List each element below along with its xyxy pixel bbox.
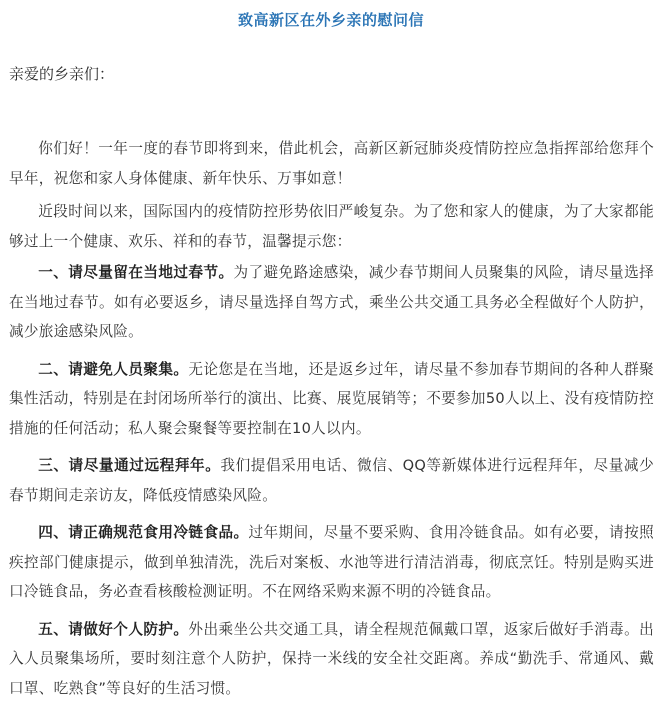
context-paragraph: 近段时间以来，国际国内的疫情防控形势依旧严峻复杂。为了您和家人的健康，为了大家都能够过上一个健康、欢乐、祥和的春节，温馨提示您：	[9, 203, 654, 250]
letter-body	[9, 134, 654, 711]
advice-text-2: 无论您是在当地，还是返乡过年，请尽量不参加春节期间的各种人群聚集性活动，特别是在封闭场所举行的演出、比赛、展览展销等；不要参加50人以上、没有疫情防控措施的任何活动；私人聚会聚餐等要控制在10人以内。	[9, 360, 654, 437]
advice-item-3	[9, 451, 654, 510]
advice-heading-5: 五、请做好个人防护。	[38, 620, 189, 638]
advice-item-2	[9, 355, 654, 444]
intro-paragraph: 你们好！一年一度的春节即将到来，借此机会，高新区新冠肺炎疫情防控应急指挥部给您拜个早年，祝您和家人身体健康、新年快乐、万事如意！	[9, 140, 654, 187]
advice-item-1	[9, 258, 654, 347]
letter-title: 致高新区在外乡亲的慰问信	[237, 11, 424, 29]
advice-text-4: 过年期间，尽量不要采购、食用冷链食品。如有必要，请按照疾控部门健康提示，做到单独清洗，洗后对案板、水池等进行清洁消毒，彻底烹饪。特别是购买进口冷链食品，务必查看核酸检测证明。不在网络采购来源不明的冷链食品。	[9, 524, 655, 600]
advice-heading-1: 一、请尽量留在当地过春节。	[38, 264, 234, 281]
advice-heading-4: 四、请正确规范食用冷链食品。	[38, 524, 249, 541]
advice-text-5: 外出乘坐公共交通工具，请全程规范佩戴口罩，返家后做好手消毒。出入人员聚集场所，要时刻注意个人防护，保持一米线的安全社交距离。养成“勤洗手、常通风、戴口罩、吃熟食”等良好的生活习惯。	[9, 620, 654, 697]
advice-heading-3: 三、请尽量通过远程拜年。	[38, 457, 221, 474]
salutation: 亲爱的乡亲们：	[9, 65, 115, 83]
advice-text-3: 我们提倡采用电话、微信、QQ等新媒体进行远程拜年，尽量减少春节期间走亲访友，降低疫情感染风险。	[9, 457, 654, 504]
advice-heading-2: 二、请避免人员聚集。	[38, 360, 189, 378]
advice-text-1: 为了避免路途感染，减少春节期间人员聚集的风险，请尽量选择在当地过春节。如有必要返乡，请尽量选择自驾方式，乘坐公共交通工具务必全程做好个人防护，减少旅途感染风险。	[9, 264, 654, 340]
advice-item-5	[9, 615, 654, 704]
advice-item-4	[9, 518, 654, 607]
